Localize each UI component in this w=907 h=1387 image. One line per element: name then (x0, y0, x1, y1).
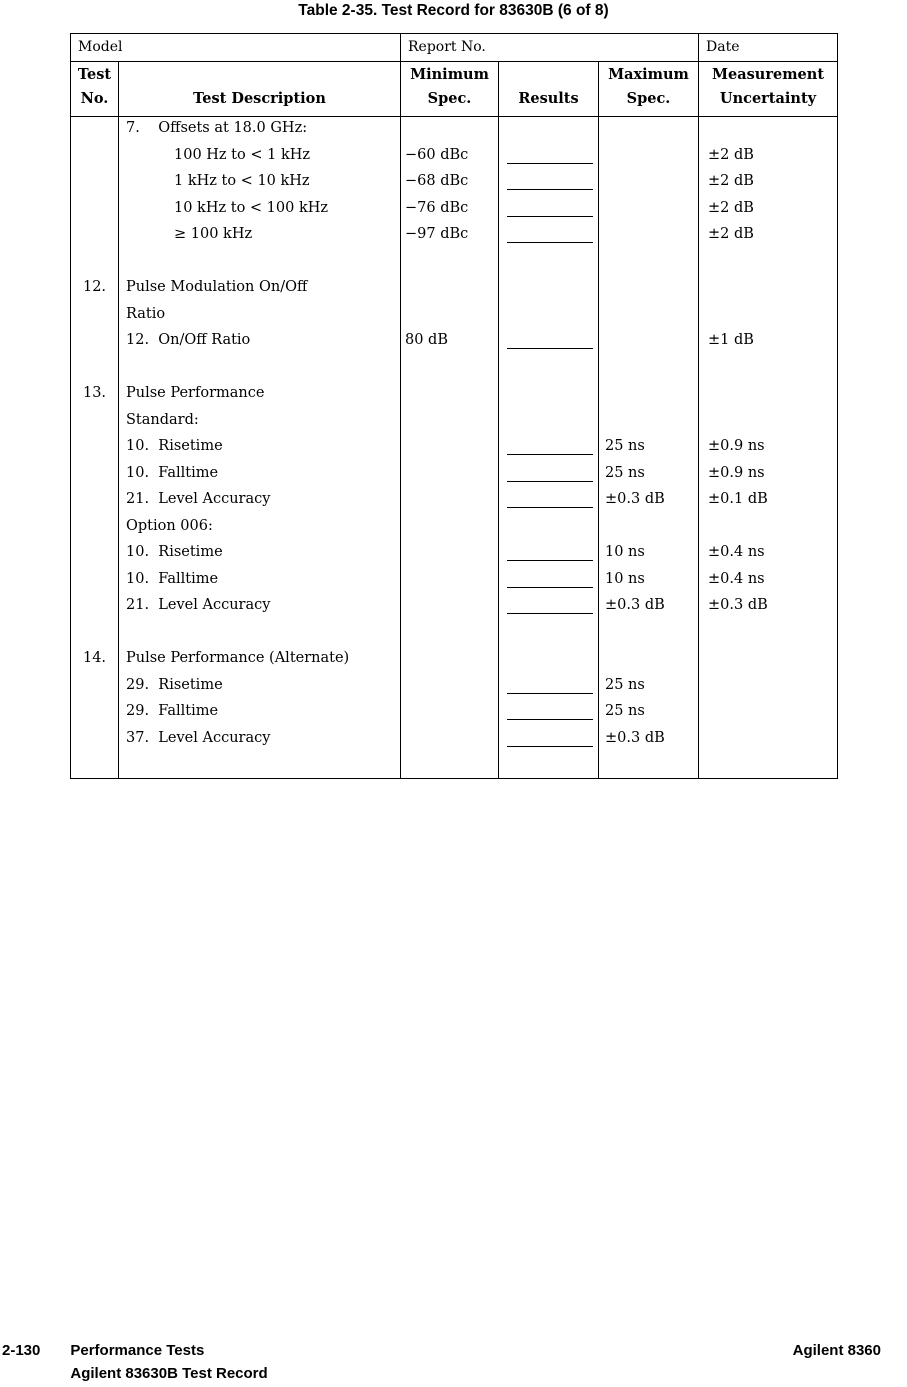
model-field: Model (78, 39, 123, 55)
cell-measurement-uncertainty (698, 621, 837, 648)
cell-results (498, 356, 598, 383)
cell-test-no (71, 435, 118, 462)
cell-minimum-spec (400, 674, 498, 701)
result-blank-line (507, 226, 593, 243)
cell-maximum-spec: 25 ns (598, 674, 698, 701)
cell-test-no (71, 753, 118, 778)
cell-maximum-spec (598, 197, 698, 224)
cell-maximum-spec (598, 409, 698, 436)
cell-test-no: 12. (82, 279, 107, 295)
cell-results (498, 647, 598, 674)
cell-measurement-uncertainty (698, 515, 837, 542)
test-record-table (70, 33, 838, 779)
cell-test-description: Pulse Performance (118, 382, 400, 409)
cell-test-description (118, 356, 400, 383)
page-number: 2-130 (2, 1342, 41, 1359)
cell-measurement-uncertainty (698, 117, 837, 144)
cell-results (498, 488, 598, 515)
header-test-description: Test Description (118, 62, 400, 116)
cell-results (498, 753, 598, 778)
cell-results (498, 409, 598, 436)
result-blank-line (507, 465, 593, 482)
cell-maximum-spec (598, 382, 698, 409)
cell-results (498, 144, 598, 171)
cell-minimum-spec (400, 515, 498, 542)
header-measurement-uncertainty: Measurement Uncertainty (698, 62, 837, 116)
table-row (71, 250, 837, 277)
cell-test-no (71, 250, 118, 277)
cell-test-no: 14. (82, 650, 107, 666)
cell-results (498, 329, 598, 356)
table-row (71, 700, 837, 727)
cell-maximum-spec: 10 ns (598, 541, 698, 568)
header-minimum-spec: Minimum Spec. (400, 62, 498, 116)
cell-results (498, 541, 598, 568)
cell-test-no (71, 700, 118, 727)
cell-test-description: 100 Hz to < 1 kHz (118, 144, 400, 171)
cell-results (498, 674, 598, 701)
footer-subsection: Agilent 83630B Test Record (70, 1365, 268, 1382)
cell-minimum-spec (400, 541, 498, 568)
table-info-row (71, 34, 837, 62)
page-title: Table 2-35. Test Record for 83630B (6 of 8) (298, 2, 609, 19)
cell-maximum-spec (598, 515, 698, 542)
cell-test-description: 10. Risetime (118, 435, 400, 462)
cell-test-description: 21. Level Accuracy (118, 488, 400, 515)
table-row (71, 541, 837, 568)
cell-measurement-uncertainty (698, 409, 837, 436)
cell-results (498, 568, 598, 595)
cell-measurement-uncertainty (698, 727, 837, 754)
cell-minimum-spec (400, 356, 498, 383)
cell-minimum-spec (400, 462, 498, 489)
header-results: Results (498, 62, 598, 116)
footer-sections (70, 1339, 267, 1385)
result-blank-line (507, 730, 593, 747)
cell-minimum-spec (400, 594, 498, 621)
table-row (71, 329, 837, 356)
cell-minimum-spec (400, 117, 498, 144)
cell-test-description: 7. Offsets at 18.0 GHz: (118, 117, 400, 144)
result-blank-line (507, 677, 593, 694)
cell-test-description: 29. Falltime (118, 700, 400, 727)
cell-test-no (71, 727, 118, 754)
cell-test-description (118, 621, 400, 648)
cell-results (498, 700, 598, 727)
cell-measurement-uncertainty (698, 753, 837, 778)
table-row (71, 515, 837, 542)
cell-maximum-spec: 25 ns (598, 435, 698, 462)
cell-minimum-spec (400, 568, 498, 595)
cell-test-description: Ratio (118, 303, 400, 330)
table-row (71, 488, 837, 515)
cell-test-description: 37. Level Accuracy (118, 727, 400, 754)
cell-test-description: Pulse Performance (Alternate) (118, 647, 400, 674)
cell-minimum-spec (400, 409, 498, 436)
table-row (71, 117, 837, 144)
cell-test-description: 10 kHz to < 100 kHz (118, 197, 400, 224)
cell-minimum-spec: −97 dBc (400, 223, 498, 250)
cell-test-description: 10. Falltime (118, 568, 400, 595)
result-blank-line (507, 544, 593, 561)
cell-test-description: 12. On/Off Ratio (118, 329, 400, 356)
result-blank-line (507, 703, 593, 720)
cell-minimum-spec (400, 621, 498, 648)
cell-test-no (71, 594, 118, 621)
cell-results (498, 727, 598, 754)
table-row (71, 462, 837, 489)
cell-maximum-spec (598, 117, 698, 144)
cell-measurement-uncertainty: ±2 dB (698, 170, 837, 197)
table-row (71, 409, 837, 436)
table-row (71, 276, 837, 303)
table-row (71, 621, 837, 648)
cell-test-description: 10. Falltime (118, 462, 400, 489)
header-maximum-spec: Maximum Spec. (598, 62, 698, 116)
cell-maximum-spec: 25 ns (598, 700, 698, 727)
cell-test-description (118, 250, 400, 277)
cell-results (498, 303, 598, 330)
result-blank-line (507, 438, 593, 455)
cell-test-no (71, 488, 118, 515)
cell-measurement-uncertainty (698, 382, 837, 409)
table-row (71, 382, 837, 409)
result-blank-line (507, 571, 593, 588)
cell-test-description: 29. Risetime (118, 674, 400, 701)
cell-test-no (71, 303, 118, 330)
cell-measurement-uncertainty (698, 250, 837, 277)
date-field: Date (698, 34, 837, 61)
cell-results (498, 462, 598, 489)
cell-measurement-uncertainty (698, 674, 837, 701)
table-row (71, 753, 837, 778)
cell-results (498, 435, 598, 462)
cell-minimum-spec (400, 250, 498, 277)
cell-measurement-uncertainty: ±0.4 ns (698, 568, 837, 595)
cell-measurement-uncertainty (698, 276, 837, 303)
result-blank-line (507, 491, 593, 508)
cell-measurement-uncertainty (698, 647, 837, 674)
cell-measurement-uncertainty: ±2 dB (698, 144, 837, 171)
cell-measurement-uncertainty: ±2 dB (698, 197, 837, 224)
cell-measurement-uncertainty (698, 303, 837, 330)
cell-maximum-spec (598, 144, 698, 171)
cell-minimum-spec: −76 dBc (400, 197, 498, 224)
report-no-field: Report No. (400, 34, 698, 61)
cell-test-description: ≥ 100 kHz (118, 223, 400, 250)
cell-minimum-spec (400, 303, 498, 330)
cell-minimum-spec (400, 727, 498, 754)
cell-measurement-uncertainty: ±0.9 ns (698, 435, 837, 462)
table-row (71, 356, 837, 383)
table-header-row (71, 62, 837, 117)
cell-maximum-spec (598, 621, 698, 648)
cell-results (498, 117, 598, 144)
cell-results (498, 197, 598, 224)
table-row (71, 223, 837, 250)
cell-minimum-spec (400, 435, 498, 462)
cell-test-description: 10. Risetime (118, 541, 400, 568)
result-blank-line (507, 200, 593, 217)
cell-test-description: Option 006: (118, 515, 400, 542)
footer-document-name: Agilent 8360 (792, 1342, 881, 1359)
footer-left (2, 1339, 268, 1385)
cell-test-no (71, 515, 118, 542)
cell-minimum-spec: −68 dBc (400, 170, 498, 197)
cell-minimum-spec (400, 488, 498, 515)
table-row (71, 568, 837, 595)
cell-maximum-spec (598, 276, 698, 303)
cell-minimum-spec (400, 700, 498, 727)
cell-results (498, 223, 598, 250)
cell-minimum-spec (400, 647, 498, 674)
cell-maximum-spec: ±0.3 dB (598, 488, 698, 515)
cell-maximum-spec (598, 647, 698, 674)
cell-maximum-spec: ±0.3 dB (598, 594, 698, 621)
cell-test-no (71, 170, 118, 197)
footer-section: Performance Tests (70, 1342, 205, 1359)
table-row (71, 594, 837, 621)
cell-minimum-spec: 80 dB (400, 329, 498, 356)
cell-results (498, 382, 598, 409)
cell-measurement-uncertainty: ±0.3 dB (698, 594, 837, 621)
cell-test-no (71, 674, 118, 701)
cell-minimum-spec (400, 382, 498, 409)
table-row (71, 197, 837, 224)
cell-test-description (118, 753, 400, 778)
cell-measurement-uncertainty: ±0.9 ns (698, 462, 837, 489)
table-row (71, 647, 837, 674)
cell-results (498, 515, 598, 542)
cell-test-no (71, 541, 118, 568)
result-blank-line (507, 597, 593, 614)
result-blank-line (507, 173, 593, 190)
table-row (71, 170, 837, 197)
cell-test-no (71, 329, 118, 356)
cell-results (498, 594, 598, 621)
cell-test-description: Standard: (118, 409, 400, 436)
cell-test-no: 13. (82, 385, 107, 401)
table-row (71, 727, 837, 754)
cell-measurement-uncertainty (698, 700, 837, 727)
table-row (71, 435, 837, 462)
cell-minimum-spec: −60 dBc (400, 144, 498, 171)
cell-maximum-spec (598, 170, 698, 197)
cell-measurement-uncertainty: ±1 dB (698, 329, 837, 356)
result-blank-line (507, 147, 593, 164)
cell-test-no (71, 409, 118, 436)
cell-test-no (71, 197, 118, 224)
cell-maximum-spec: ±0.3 dB (598, 727, 698, 754)
cell-maximum-spec: 10 ns (598, 568, 698, 595)
cell-maximum-spec: 25 ns (598, 462, 698, 489)
cell-test-no (71, 462, 118, 489)
cell-test-no (71, 621, 118, 648)
cell-measurement-uncertainty: ±2 dB (698, 223, 837, 250)
cell-minimum-spec (400, 753, 498, 778)
cell-test-no (71, 223, 118, 250)
cell-test-description: 1 kHz to < 10 kHz (118, 170, 400, 197)
cell-test-no (71, 356, 118, 383)
cell-results (498, 250, 598, 277)
header-test-no: Test No. (77, 66, 112, 107)
cell-minimum-spec (400, 276, 498, 303)
cell-measurement-uncertainty: ±0.4 ns (698, 541, 837, 568)
cell-results (498, 276, 598, 303)
cell-maximum-spec (598, 250, 698, 277)
cell-measurement-uncertainty: ±0.1 dB (698, 488, 837, 515)
table-body (71, 117, 837, 778)
cell-maximum-spec (598, 753, 698, 778)
cell-test-no (71, 117, 118, 144)
cell-maximum-spec (598, 356, 698, 383)
cell-maximum-spec (598, 329, 698, 356)
cell-maximum-spec (598, 223, 698, 250)
cell-test-no (71, 568, 118, 595)
cell-test-description: 21. Level Accuracy (118, 594, 400, 621)
table-row (71, 144, 837, 171)
cell-test-description: Pulse Modulation On/Off (118, 276, 400, 303)
table-row (71, 674, 837, 701)
cell-maximum-spec (598, 303, 698, 330)
cell-test-no (71, 144, 118, 171)
result-blank-line (507, 332, 593, 349)
table-row (71, 303, 837, 330)
cell-results (498, 621, 598, 648)
cell-measurement-uncertainty (698, 356, 837, 383)
cell-results (498, 170, 598, 197)
